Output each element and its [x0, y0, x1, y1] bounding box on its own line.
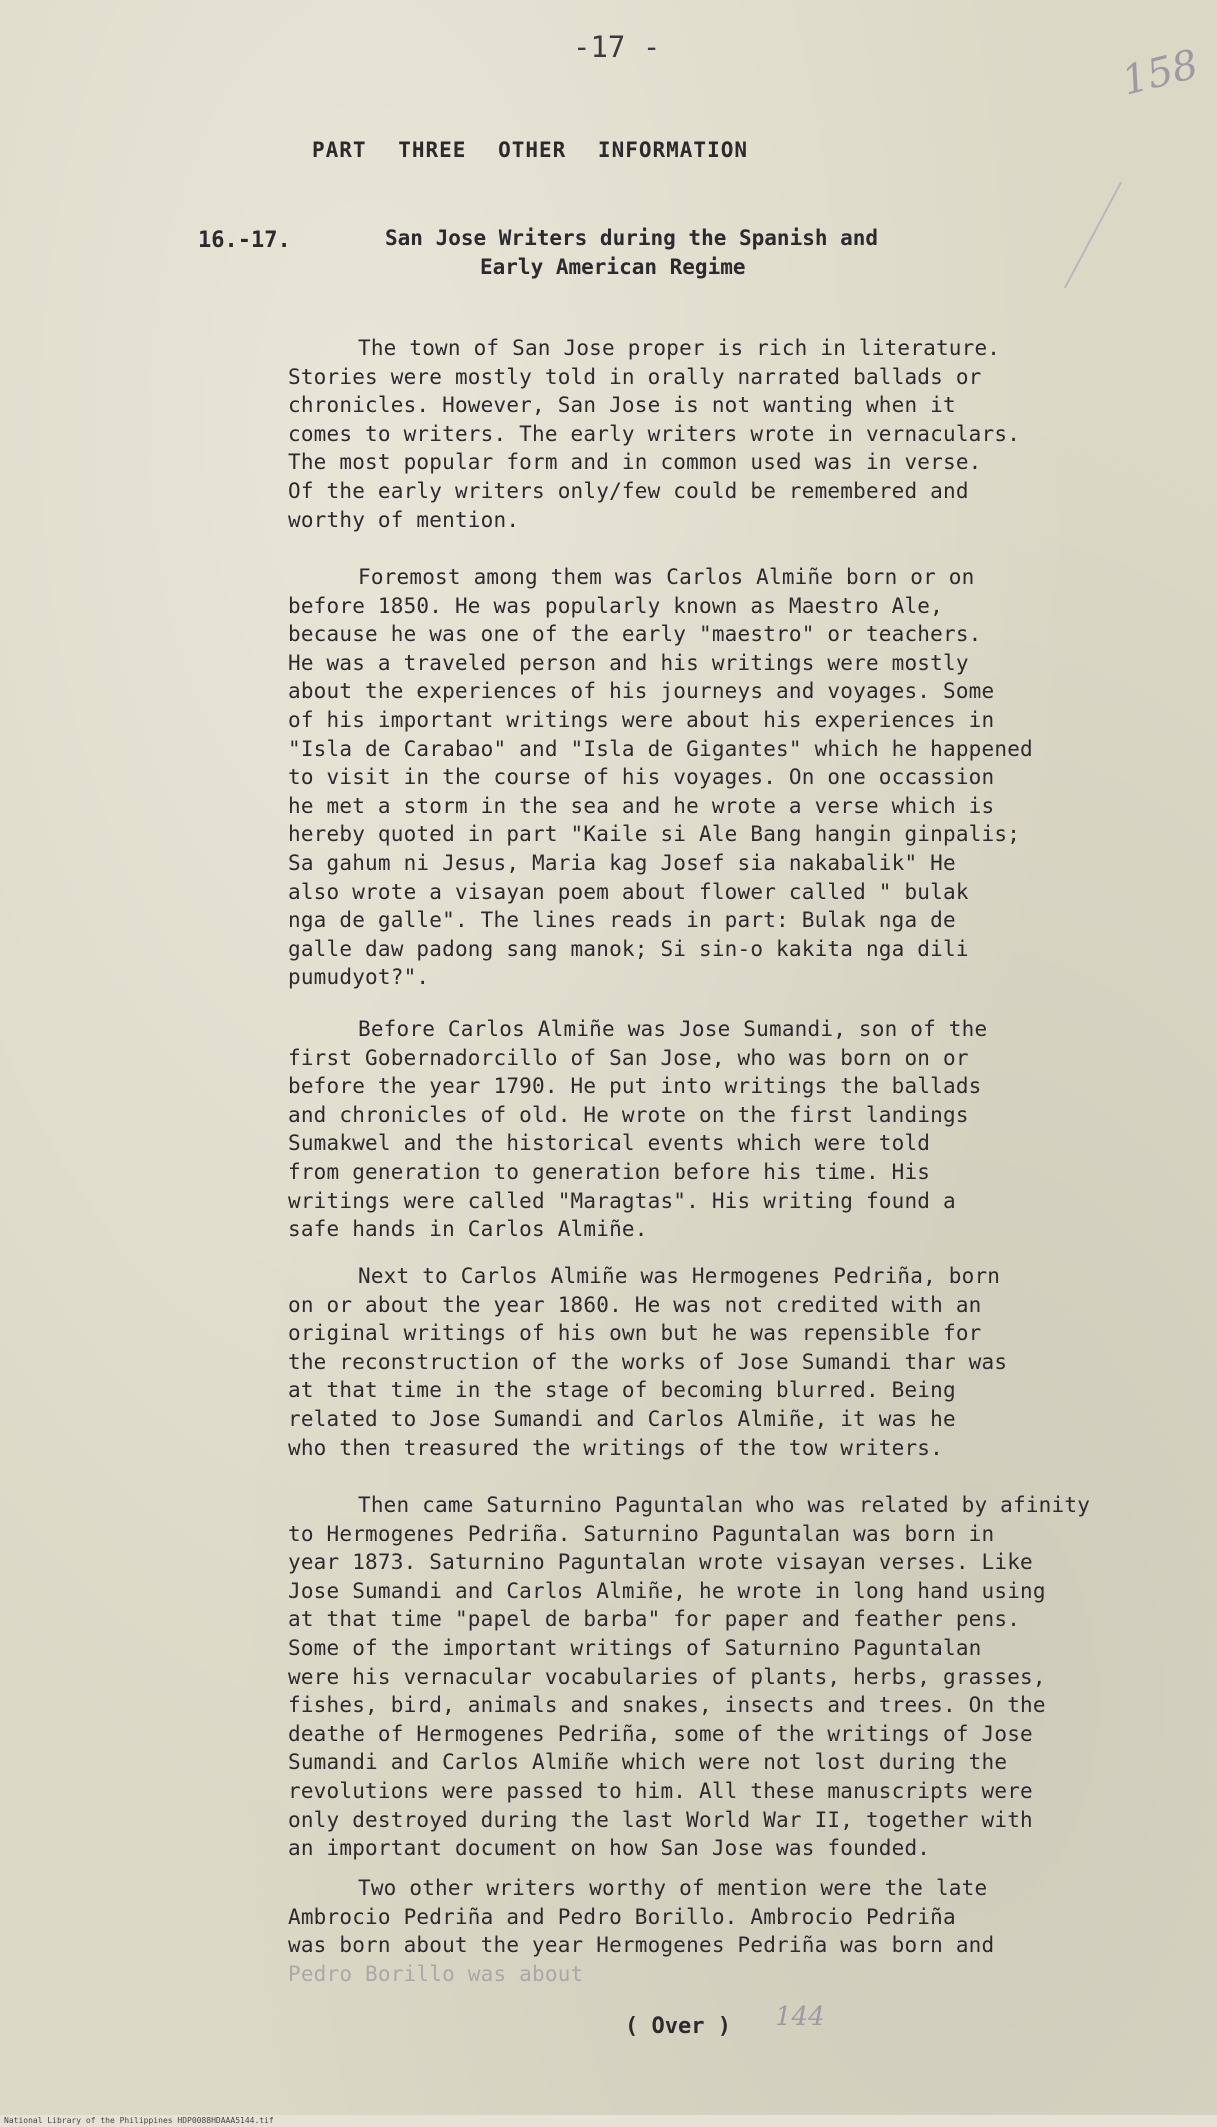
- text-line: because he was one of the early "maestro" or teachers.: [288, 622, 982, 647]
- text-line: original writings of his own but he was repensible for: [288, 1321, 982, 1346]
- text-line: safe hands in Carlos Almiñe.: [288, 1217, 648, 1242]
- text-line: pumudyot?".: [288, 965, 430, 990]
- section-title-line-2: Early American Regime: [480, 255, 746, 279]
- text-line: Sa gahum ni Jesus, Maria kag Josef sia nakabalik" He: [288, 850, 956, 875]
- text-line: writings were called "Maragtas". His writing found a: [288, 1188, 956, 1213]
- text-line: to Hermogenes Pedriña. Saturnino Paguntalan was born in: [288, 1521, 995, 1546]
- text-line: Two other writers worthy of mention were the late: [358, 1876, 988, 1900]
- page-number: -17 -: [573, 30, 661, 64]
- text-line: nga de galle". The lines reads in part: Bulak nga de: [288, 908, 956, 933]
- text-line: the reconstruction of the works of Jose Sumandi thar was: [288, 1349, 1008, 1374]
- text-line: Sumandi and Carlos Almiñe which were not lost during the: [288, 1750, 1008, 1775]
- section-title-line-1: San Jose Writers during the Spanish and: [385, 226, 879, 250]
- text-line: The most popular form and in common used was in verse.: [288, 450, 982, 475]
- text-line: revolutions were passed to him. All these manuscripts were: [288, 1778, 1033, 1803]
- text-line: worthy of mention.: [288, 507, 520, 532]
- text-line: hereby quoted in part "Kaile si Ale Bang hangin ginpalis;: [288, 822, 1021, 847]
- text-line: Next to Carlos Almiñe was Hermogenes Pedriña, born: [358, 1264, 1001, 1288]
- text-line: deathe of Hermogenes Pedriña, some of the writings of Jose: [288, 1721, 1033, 1746]
- archive-footer: National Library of the Philippines HDP0088HDAAA5144.tif: [0, 2115, 1217, 2127]
- text-line: "Isla de Carabao" and "Isla de Gigantes" which he happened: [288, 736, 1033, 761]
- over-label: ( Over ): [625, 2014, 731, 2039]
- text-line: comes to writers. The early writers wrote in vernaculars.: [288, 421, 1021, 446]
- text-line: related to Jose Sumandi and Carlos Almiñe, it was he: [288, 1406, 956, 1431]
- text-line: galle daw padong sang manok; Si sin-o kakita nga dili: [288, 936, 969, 961]
- paragraph-saturnino-paguntalan: [288, 1491, 1118, 1863]
- text-line: at that time in the stage of becoming blurred. Being: [288, 1378, 956, 1403]
- paragraph-carlos-almine: [288, 563, 1118, 992]
- paragraph-hermogenes-pedrina: [288, 1262, 1118, 1462]
- section-number: 16.-17.: [198, 228, 291, 253]
- text-line: before 1850. He was popularly known as Maestro Ale,: [288, 593, 943, 618]
- text-line: Foremost among them was Carlos Almiñe born or on: [358, 565, 975, 589]
- text-line: Sumakwel and the historical events which were told: [288, 1131, 931, 1156]
- text-line: of his important writings were about his experiences in: [288, 707, 995, 732]
- text-line: on or about the year 1860. He was not credited with an: [288, 1292, 982, 1317]
- text-line: Of the early writers only/few could be remembered and: [288, 478, 969, 503]
- text-line: about the experiences of his journeys and voyages. Some: [288, 679, 995, 704]
- paragraph-other-writers: [288, 1874, 1118, 1988]
- text-line-faded: Pedro Borillo was about: [288, 1961, 584, 1986]
- paragraph-intro: [288, 334, 1118, 534]
- text-line: were his vernacular vocabularies of plants, herbs, grasses,: [288, 1664, 1046, 1689]
- text-line: he met a storm in the sea and he wrote a verse which is: [288, 793, 995, 818]
- text-line: only destroyed during the last World War II, together with: [288, 1807, 1033, 1832]
- handwritten-note: 144: [775, 2002, 825, 2032]
- pencil-mark: [1064, 182, 1122, 289]
- text-line: Ambrocio Pedriña and Pedro Borillo. Ambrocio Pedriña: [288, 1904, 956, 1929]
- text-line: Then came Saturnino Paguntalan who was related by afinity: [358, 1493, 1091, 1517]
- text-line: Jose Sumandi and Carlos Almiñe, he wrote in long hand using: [288, 1578, 1046, 1603]
- text-line: to visit in the course of his voyages. On one occassion: [288, 765, 995, 790]
- text-line: an important document on how San Jose was founded.: [288, 1836, 931, 1861]
- text-line: year 1873. Saturnino Paguntalan wrote visayan verses. Like: [288, 1550, 1033, 1575]
- text-line: fishes, bird, animals and snakes, insects and trees. On the: [288, 1693, 1046, 1718]
- text-line: from generation to generation before his time. His: [288, 1159, 931, 1184]
- text-line: Stories were mostly told in orally narrated ballads or: [288, 364, 982, 389]
- text-line: at that time "papel de barba" for paper and feather pens.: [288, 1607, 1021, 1632]
- text-line: He was a traveled person and his writings were mostly: [288, 650, 969, 675]
- text-line: before the year 1790. He put into writings the ballads: [288, 1074, 982, 1099]
- text-line: Before Carlos Almiñe was Jose Sumandi, son of the: [358, 1017, 988, 1041]
- text-line: was born about the year Hermogenes Pedriña was born and: [288, 1933, 995, 1958]
- text-line: also wrote a visayan poem about flower called " bulak: [288, 879, 969, 904]
- text-line: Some of the important writings of Saturnino Paguntalan: [288, 1635, 982, 1660]
- text-line: The town of San Jose proper is rich in literature.: [358, 336, 1001, 360]
- text-line: and chronicles of old. He wrote on the first landings: [288, 1102, 969, 1127]
- paragraph-jose-sumandi: [288, 1015, 1118, 1244]
- text-line: who then treasured the writings of the tow writers.: [288, 1435, 943, 1460]
- part-heading: PART THREE OTHER INFORMATION: [312, 138, 749, 162]
- text-line: chronicles. However, San Jose is not wanting when it: [288, 393, 956, 418]
- corner-handwritten-number: 158: [1117, 41, 1203, 105]
- text-line: first Gobernadorcillo of San Jose, who was born on or: [288, 1045, 969, 1070]
